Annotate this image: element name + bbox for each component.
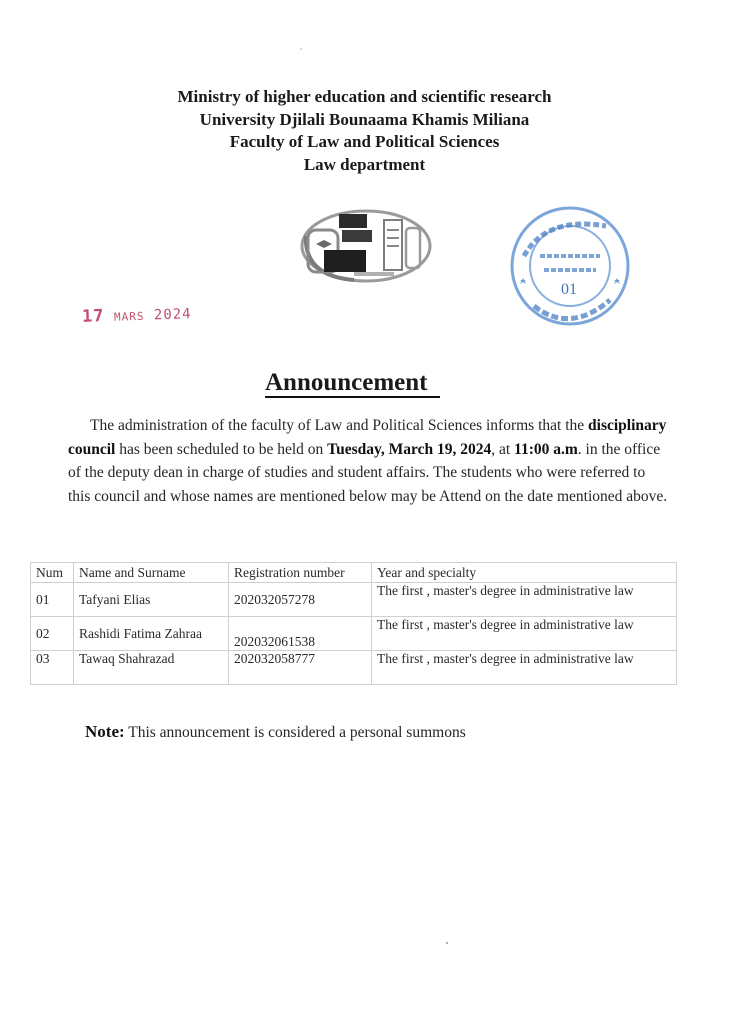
council-name: disciplinary council <box>68 417 667 458</box>
meeting-date: Tuesday, March 19, 2024 <box>327 440 492 458</box>
announcement-body <box>68 414 668 509</box>
note <box>85 722 466 742</box>
cell-name: Tawaq Shahrazad <box>74 651 229 685</box>
cell-registration: 202032058777 <box>229 651 372 685</box>
column-header-registration: Registration number <box>229 563 372 583</box>
document-header <box>0 86 729 176</box>
scan-speck <box>300 48 302 50</box>
department-line: Law department <box>303 154 426 174</box>
table-row <box>31 651 677 685</box>
cell-specialty: The first , master's degree in administrative law <box>372 617 677 651</box>
note-text: This announcement is considered a personal summons <box>124 724 466 741</box>
meeting-time: 11:00 a.m <box>514 440 578 458</box>
text-part: , at <box>491 440 515 458</box>
university-logo-icon <box>294 206 434 284</box>
column-header-specialty: Year and specialty <box>372 563 677 583</box>
note-label: Note: <box>85 722 125 741</box>
announcement-paragraph <box>68 414 668 509</box>
text-part: has been scheduled to be held on <box>115 440 328 458</box>
university-line: University Djilali Bounaama Khamis Miliana <box>199 109 530 129</box>
text-part: . in the office of the deputy dean in charge of studies and student affairs. The students who were referred to this council and whose names are mentioned below may be Attend on the date mentioned above. <box>68 440 668 506</box>
cell-registration: 202032061538 <box>229 617 372 651</box>
scan-speck <box>446 942 448 944</box>
cell-num: 02 <box>31 617 74 651</box>
cell-num: 03 <box>31 651 74 685</box>
stamp-month: MARS <box>113 309 145 324</box>
cell-registration: 202032057278 <box>229 583 372 617</box>
announcement-title <box>265 368 440 398</box>
ministry-line: Ministry of higher education and scientific research <box>177 87 552 106</box>
cell-specialty: The first , master's degree in administrative law <box>372 583 677 617</box>
stamp-year: 2024 <box>153 306 192 324</box>
faculty-line: Faculty of Law and Political Sciences <box>229 132 500 151</box>
received-date-stamp <box>82 303 192 327</box>
announcement-title-text: Announcement <box>265 369 440 398</box>
cell-name: Rashidi Fatima Zahraa <box>74 617 229 651</box>
table-header-row <box>31 563 677 583</box>
stamp-day: 17 <box>81 306 105 327</box>
table-row <box>31 583 677 617</box>
column-header-name: Name and Surname <box>74 563 229 583</box>
cell-name: Tafyani Elias <box>74 583 229 617</box>
table-row <box>31 617 677 651</box>
seal-number: 01 <box>561 281 577 298</box>
text-part: The administration of the faculty of Law and Political Sciences informs that the <box>90 417 589 434</box>
students-table <box>30 562 677 685</box>
cell-num: 01 <box>31 583 74 617</box>
cell-specialty: The first , master's degree in administrative law <box>372 651 677 685</box>
column-header-num: Num <box>31 563 74 583</box>
faculty-seal-icon <box>506 196 634 336</box>
